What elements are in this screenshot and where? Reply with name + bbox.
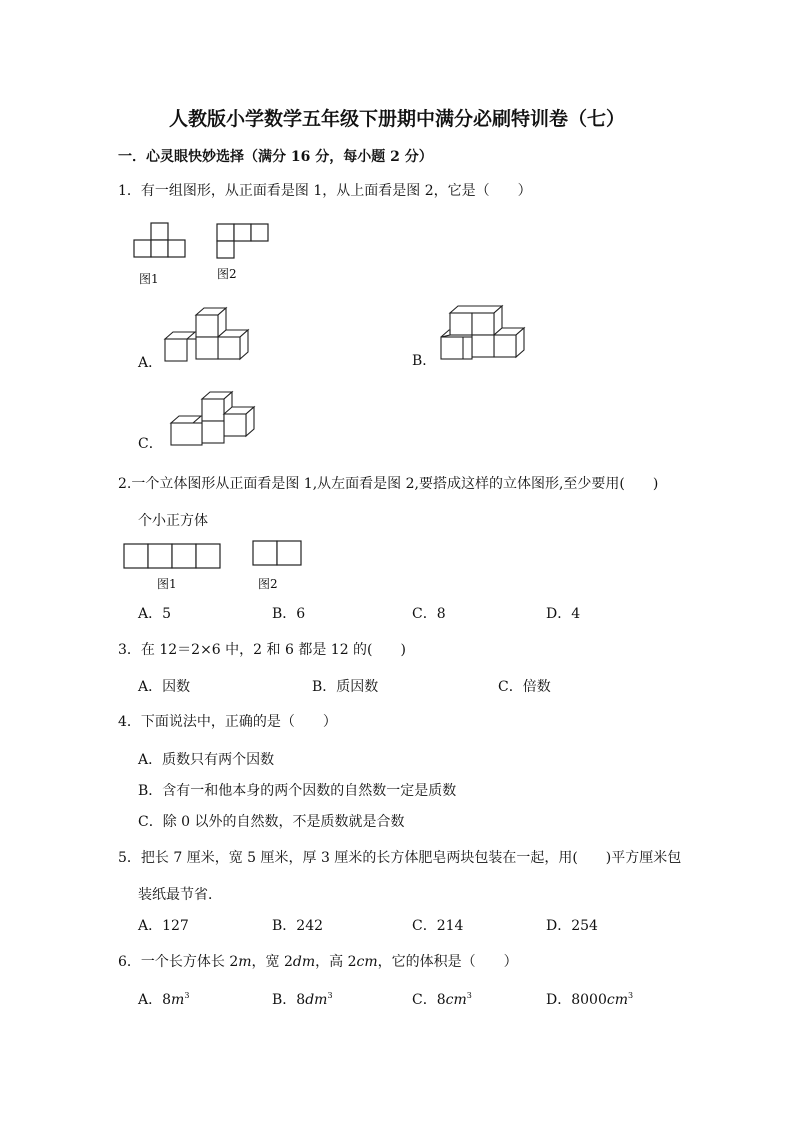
q3-option-c[interactable]: C．倍数	[498, 679, 551, 695]
q6-stem-part-c: ，高 2	[315, 954, 357, 970]
q2-figure-1	[122, 542, 224, 572]
q1-option-c-cubes	[166, 386, 261, 446]
q5-option-a[interactable]: A．127	[138, 918, 189, 934]
section-heading: 一．心灵眼快妙选择（满分 16 分，每小题 2 分）	[118, 149, 433, 165]
q6-option-b-value: B．8	[272, 992, 306, 1008]
q6-unit-length: m	[238, 954, 252, 970]
q2-option-b[interactable]: B．6	[272, 606, 306, 622]
q6-option-d[interactable]	[546, 989, 633, 1009]
q6-option-a[interactable]	[138, 989, 189, 1009]
q1-option-b-cubes	[436, 300, 531, 360]
q6-option-d-unit: cm	[606, 992, 628, 1008]
q1-option-a-cubes	[160, 302, 255, 362]
q5-option-c[interactable]: C．214	[412, 918, 464, 934]
q6-option-a-unit: m	[171, 992, 185, 1008]
q1-option-c[interactable]: C．	[138, 436, 163, 452]
q4-option-b[interactable]: B．含有一和他本身的两个因数的自然数一定是质数	[138, 783, 457, 799]
q6-option-a-value: A．8	[138, 992, 172, 1008]
q1-figure-1-label: 图1	[139, 272, 159, 286]
q6-option-c[interactable]	[412, 989, 472, 1009]
question-3-stem: 3．在 12＝2×6 中，2 和 6 都是 12 的( )	[118, 642, 406, 658]
q1-option-a[interactable]: A．	[138, 355, 163, 371]
q1-option-b[interactable]: B．	[412, 353, 437, 369]
q3-option-a[interactable]: A．因数	[138, 679, 191, 695]
q1-figure-1	[132, 222, 192, 262]
q6-option-b-unit: dm	[305, 992, 328, 1008]
question-4-stem: 4．下面说法中，正确的是（ ）	[118, 714, 337, 730]
q6-option-b[interactable]	[272, 989, 333, 1009]
q2-option-c[interactable]: C．8	[412, 606, 446, 622]
q6-stem-part-b: ，宽 2	[251, 954, 293, 970]
question-1-stem: 1．有一组图形，从正面看是图 1，从上面看是图 2，它是（ ）	[118, 183, 532, 199]
page-title: 人教版小学数学五年级下册期中满分必刷特训卷（七）	[168, 108, 625, 130]
q6-option-b-exponent: 3	[327, 991, 333, 1000]
q2-figure-2	[251, 539, 305, 569]
q4-option-c[interactable]: C．除 0 以外的自然数，不是质数就是合数	[138, 814, 405, 830]
question-2-stem-continued: 个小正方体	[138, 513, 208, 529]
q6-unit-height: cm	[356, 954, 378, 970]
q2-figure-2-label: 图2	[258, 577, 278, 591]
q2-figure-1-label: 图1	[157, 577, 177, 591]
question-2-stem: 2.一个立体图形从正面看是图 1,从左面看是图 2,要搭成这样的立体图形,至少要用( )	[118, 476, 659, 492]
q2-option-a[interactable]: A．5	[138, 606, 172, 622]
q5-option-b[interactable]: B．242	[272, 918, 324, 934]
q6-option-d-value: D．8000	[546, 992, 607, 1008]
q4-option-a[interactable]: A．质数只有两个因数	[138, 752, 275, 768]
q2-option-d[interactable]: D．4	[546, 606, 581, 622]
q1-figure-2	[214, 222, 274, 262]
q5-option-d[interactable]: D．254	[546, 918, 598, 934]
question-5-stem: 5．把长 7 厘米，宽 5 厘米，厚 3 厘米的长方体肥皂两块包装在一起，用( )平方厘米包	[118, 850, 682, 866]
question-5-stem-continued: 装纸最节省．	[138, 887, 222, 903]
q6-option-d-exponent: 3	[627, 991, 634, 1000]
q1-figure-2-label: 图2	[217, 267, 237, 281]
q3-option-b[interactable]: B．质因数	[312, 679, 379, 695]
q6-option-c-exponent: 3	[466, 991, 472, 1000]
q6-option-c-unit: cm	[445, 992, 467, 1008]
q6-option-a-exponent: 3	[184, 991, 190, 1000]
question-6-stem	[118, 951, 518, 971]
q6-stem-part-a: 6．一个长方体长 2	[118, 954, 239, 970]
q6-stem-part-d: ，它的体积是（ ）	[377, 954, 518, 970]
q6-option-c-value: C．8	[412, 992, 446, 1008]
q6-unit-width: dm	[292, 954, 316, 970]
